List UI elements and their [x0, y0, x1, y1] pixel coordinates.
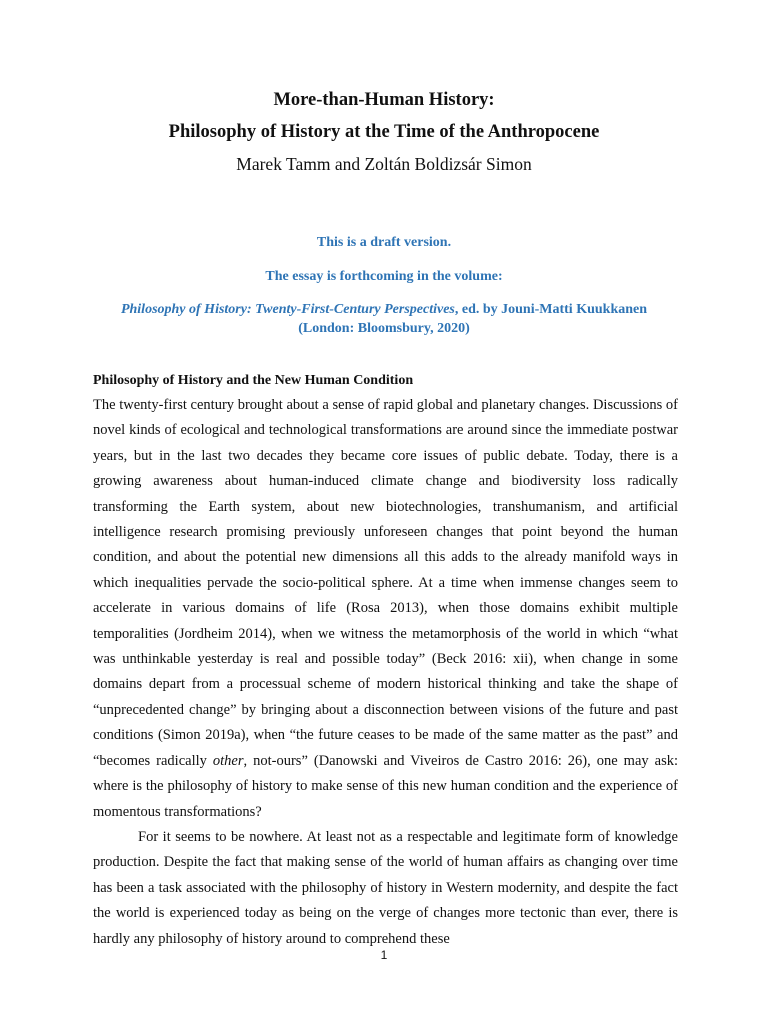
paragraph-1-part-b: , not-ours” (Danowski and Viveiros de Castro 2016: 26), one may ask: where is the philosophy of history to make sense of this new human condition and the experience of momentous transformations?	[93, 752, 678, 820]
paragraph-1	[93, 393, 678, 825]
body-text	[93, 393, 678, 952]
title-line-2: Philosophy of History at the Time of the Anthropocene	[168, 122, 600, 142]
title-line-1: More-than-Human History:	[273, 90, 495, 110]
volume-citation	[0, 301, 768, 319]
forthcoming-note: The essay is forthcoming in the volume:	[265, 269, 503, 284]
page-number: 1	[380, 948, 388, 962]
paragraph-1-emphasis: other	[212, 752, 244, 769]
authors: Marek Tamm and Zoltán Boldizsár Simon	[236, 154, 532, 174]
volume-editor: , ed. by Jouni-Matti Kuukkanen	[454, 302, 648, 317]
paragraph-1-part-a: The twenty-first century brought about a sense of rapid global and planetary changes. Discussions of novel kinds of ecological and technological transformations are around since the immediate postwar years, but in the last two decades they became core issues of public debate. Today, there is a growing awareness about human-induced climate change and biodiversity loss radically transforming the Earth system, about new biotechnologies, transhumanism, and artificial intelligence research promising previously unforeseen changes that point beyond the human condition, and about the potential new dimensions all this adds to the already manifold ways in which inequalities pervade the socio-political sphere. At a time when immense changes seem to accelerate in various domains of life (Rosa 2013), when those domains exhibit multiple temporalities (Jordheim 2014), when we witness the metamorphosis of the world in which “what was unthinkable yesterday is real and possible today” (Beck 2016: xii), when change in some domains depart from a processual scheme of modern historical thinking and take the shape of “unprecedented change” by bringing about a disconnection between visions of the future and past conditions (Simon 2019a), when “the future ceases to be made of the same matter as the past” and “becomes radically	[93, 397, 678, 769]
section-heading: Philosophy of History and the New Human Condition	[93, 373, 414, 388]
draft-note: This is a draft version.	[316, 235, 452, 250]
volume-title: Philosophy of History: Twenty-First-Century Perspectives	[120, 302, 455, 317]
paragraph-2: For it seems to be nowhere. At least not as a respectable and legitimate form of knowledge production. Despite the fact that making sense of the world of human affairs as changing over time has been a task associated with the philosophy of history in Western modernity, and despite the fact the world is experienced today as being on the verge of changes more tectonic than ever, there is hardly any philosophy of history around to comprehend these	[93, 828, 678, 947]
volume-publisher: (London: Bloomsbury, 2020)	[298, 321, 470, 336]
